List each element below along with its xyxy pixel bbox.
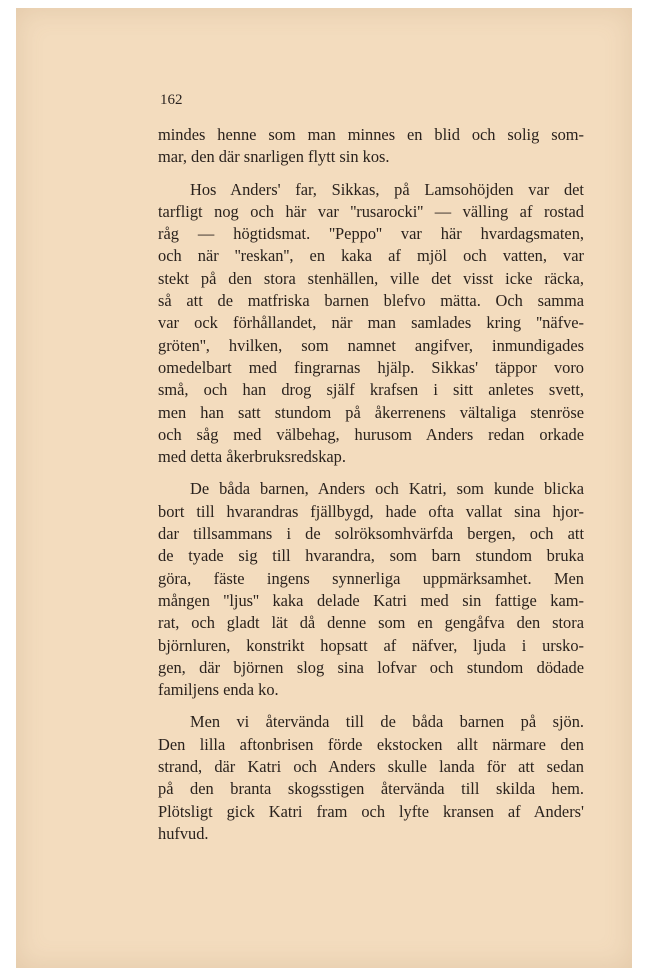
text-line: dar tillsammans i de solröksomhvärfda bergen, och att xyxy=(158,524,584,544)
text-line: gen, där björnen slog sina lofvar och stundom dödade xyxy=(158,657,584,677)
text-line: stekt på den stora stenhällen, ville det visst icke räcka, xyxy=(158,268,584,288)
text-line: på den branta skogsstigen återvända till skilda hem. xyxy=(158,779,584,799)
text-line: var ock förhållandet, när man samlades kring ''näfve- xyxy=(158,313,584,333)
text-line: men han satt stundom på åkerrenens vältaliga stenröse xyxy=(158,402,584,422)
text-line: rat, och gladt lät då denne som en gengåfva den stora xyxy=(158,613,584,633)
text-line: hufvud. xyxy=(158,823,209,843)
text-line: björnluren, konstrikt hopsatt af näfver, ljuda i ursko- xyxy=(158,635,584,655)
text-line: gröten'', hvilken, som namnet angifver, inmundigades xyxy=(158,335,584,355)
text-line: mar, den där snarligen flytt sin kos. xyxy=(158,147,390,167)
paragraph xyxy=(158,478,584,701)
text-line: och när ''reskan'', en kaka af mjöl och vatten, var xyxy=(158,246,584,266)
text-line: med detta åkerbruksredskap. xyxy=(158,447,346,467)
body-text xyxy=(158,124,584,855)
text-line: göra, fäste ingens synnerliga uppmärksamhet. Men xyxy=(158,568,584,588)
text-line: De båda barnen, Anders och Katri, som kunde blicka xyxy=(190,479,584,499)
text-line: mången ''ljus'' kaka delade Katri med sin fattige kam- xyxy=(158,590,584,610)
book-page xyxy=(16,8,632,968)
text-line: Men vi återvända till de båda barnen på sjön. xyxy=(190,712,584,732)
text-line: familjens enda ko. xyxy=(158,680,279,700)
text-line: Hos Anders' far, Sikkas, på Lamsohöjden var det xyxy=(190,179,584,199)
text-line: bort till hvarandras fjällbygd, hade ofta vallat sina hjor- xyxy=(158,501,584,521)
text-line: de tyade sig till hvarandra, som barn stundom bruka xyxy=(158,546,584,566)
paragraph xyxy=(158,179,584,469)
paragraph xyxy=(158,124,584,169)
text-line: och såg med välbehag, hurusom Anders redan orkade xyxy=(158,424,584,444)
text-line: omedelbart med fingrarnas hjälp. Sikkas' täppor voro xyxy=(158,357,584,377)
paragraph xyxy=(158,711,584,845)
text-line: mindes henne som man minnes en blid och solig som- xyxy=(158,125,584,144)
text-line: tarfligt nog och här var ''rusarocki'' — välling af rostad xyxy=(158,201,584,221)
page-number: 162 xyxy=(160,92,183,108)
text-line: råg — högtidsmat. ''Peppo'' var här hvardagsmaten, xyxy=(158,224,584,244)
text-line: strand, där Katri och Anders skulle landa för att sedan xyxy=(158,757,584,777)
text-line: Plötsligt gick Katri fram och lyfte kransen af Anders' xyxy=(158,801,584,821)
text-line: små, och han drog själf krafsen i sitt anletes svett, xyxy=(158,380,584,400)
text-line: Den lilla aftonbrisen förde ekstocken allt närmare den xyxy=(158,734,584,754)
text-line: så att de matfriska barnen blefvo mätta. Och samma xyxy=(158,291,584,311)
